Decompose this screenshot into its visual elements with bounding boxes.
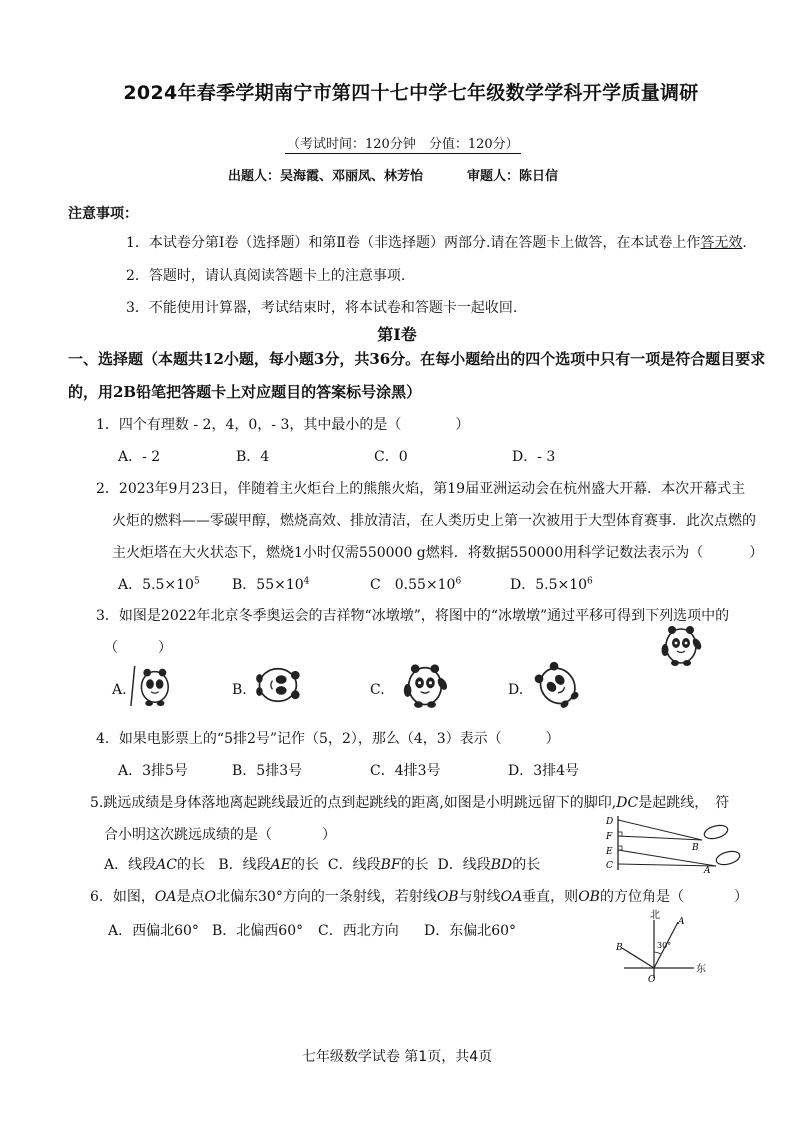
q2-option-b: B．$55\times 10^4$ (232, 576, 310, 593)
note-1 (126, 232, 747, 252)
q3-option-d-image (532, 660, 582, 710)
setters: 出题人：吴海霞、邓丽凤、林芳怡 (228, 169, 424, 184)
q1-close: ） (455, 417, 470, 433)
note-2: 2．答题时，请认真阅读答题卡上的注意事项. (126, 268, 406, 284)
notes-heading: 注意事项： (68, 206, 138, 222)
note-1-text: 1．本试卷分第Ⅰ卷（选择题）和第Ⅱ卷（非选择题）两部分.请在答题卡上做答，在本试卷上作 (126, 235, 701, 251)
q3-option-c-label: C. (370, 682, 385, 698)
q6-option-a: A．西偏北60° (108, 923, 199, 939)
q4-option-a: A．3排5号 (118, 763, 188, 779)
q5-line1-text: 5.跳远成绩是身体落地离起跳线最近的点到起跳线的距离,如图是小明跳远留下的脚印, (90, 795, 617, 811)
q5-line2-text: 合小明这次跳远成绩的是（ (104, 827, 272, 843)
q4-option-b: B．5排3号 (232, 763, 303, 779)
q5-var-dc: DC (616, 795, 639, 811)
authors-line (228, 165, 558, 184)
q4-option-d: D．3排4号 (508, 763, 580, 779)
q3-option-b-image (254, 660, 304, 710)
q6-label-angle: 30° (657, 941, 672, 950)
q2-close: ） (749, 545, 764, 561)
q5-line2 (104, 824, 336, 844)
exam-info: （考试时间：120分钟 分值：120分） (285, 133, 521, 154)
q6-stem: 6．如图，OA是点O北偏东30°方向的一条射线，若射线OB与射线OA垂直，则OB的方位角是（ ） (90, 889, 748, 905)
q1-option-b: B．4 (236, 449, 270, 465)
q5-label-a: A (704, 866, 711, 874)
q4-close: ） (545, 731, 560, 747)
q1-option-c: C．0 (374, 449, 408, 465)
q5-label-b: B (692, 843, 699, 853)
q2-option-d: D．$5.5\times 10^6$ (510, 576, 593, 593)
q2-line2: 火炬的燃料——零碳甲醇，燃烧高效、排放清洁，在人类历史上第一次被用于大型体育赛事．此次点燃的 (112, 513, 756, 529)
q6-label-a: A (678, 917, 685, 927)
q2-option-c: C $0.55\times 10^6$ (370, 576, 462, 593)
note-1-underlined: 答无效 (700, 235, 743, 251)
q5-close: ） (322, 827, 336, 843)
bing-dwen-dwen-reference-image (658, 622, 704, 668)
q6-option-d: D．东偏北60° (424, 923, 517, 939)
q4-stem (96, 728, 560, 748)
q2-line1: 2．2023年9月23日，伴随着主火炬台上的熊熊火焰，第19届亚洲运动会在杭州盛大开幕．本次开幕式主 (96, 481, 746, 497)
q3-line2 (104, 637, 172, 657)
q6-option-b: B．北偏西60° (212, 923, 304, 939)
q2-line3 (112, 542, 763, 562)
q5-label-e: E (606, 847, 613, 857)
section1-line1: 一、选择题（本题共12小题，每小题3分，共36分。在每小题给出的四个选项中只有一项是符合题目要求 (68, 350, 766, 368)
q4-option-c: C．4排3号 (370, 763, 441, 779)
q1-option-d: D．- 3 (512, 449, 556, 465)
page-footer: 七年级数学试卷 第1页，共4页 (301, 1049, 493, 1065)
q3-option-b-label: B. (232, 682, 247, 698)
q4-stem-text: 4．如果电影票上的“5排2号”记作（5，2），那么（4，3）表示（ (96, 731, 502, 747)
q5-long-jump-figure (604, 812, 754, 874)
q3-line1: 3．如图是2022年北京冬季奥运会的吉祥物“冰墩墩”，将图中的“冰墩墩”通过平移可得到下列选项中的 (96, 608, 730, 624)
q5-options: A．线段AC的长 B．线段AE的长 C．线段BF的长 D．线段BD的长 (104, 857, 541, 873)
q5-label-c: C (606, 861, 613, 871)
q6-option-c: C．西北方向 (318, 923, 399, 939)
note-3: 3．不能使用计算器，考试结束时，将本试卷和答题卡一起收回. (126, 300, 518, 316)
exam-title: 2024年春季学期南宁市第四十七中学七年级数学学科开学质量调研 (123, 82, 699, 104)
q2-option-a: A．$5.5\times 10^5$ (118, 576, 200, 593)
q5-label-f: F (606, 832, 613, 842)
section1-line2: 的，用2B铅笔把答题卡上对应题目的答案标号涂黑） (68, 383, 422, 401)
q5-line1 (90, 792, 729, 812)
q6-label-b: B (616, 943, 623, 953)
reviewer: 审题人：陈日信 (467, 169, 559, 184)
note-1-end: . (742, 235, 747, 251)
q3-option-d-label: D. (508, 682, 524, 698)
q5-line1-end: 是起跳线， 符 (638, 795, 730, 811)
q6-label-east: 东 (696, 964, 706, 975)
q6-label-o: O (648, 975, 656, 985)
q1-stem (96, 414, 469, 434)
q3-option-a-label: A. (112, 682, 127, 698)
q3-open: （ (104, 640, 118, 656)
q3-option-a-image (128, 664, 174, 708)
part-title: 第Ⅰ卷 (377, 325, 417, 344)
q5-label-d: D (606, 817, 614, 827)
q6-label-north: 北 (650, 910, 660, 921)
q2-line3-text: 主火炬塔在大火状态下，燃烧1小时仅需550000 g燃料．将数据550000用科学记数法表示为（ (112, 545, 704, 561)
q3-option-c-image (400, 660, 450, 710)
q6-direction-figure (608, 908, 718, 990)
q1-stem-text: 1．四个有理数 - 2，4，0，- 3，其中最小的是（ (96, 417, 402, 433)
q1-option-a: A．- 2 (118, 449, 161, 465)
q3-close: ） (158, 640, 172, 656)
